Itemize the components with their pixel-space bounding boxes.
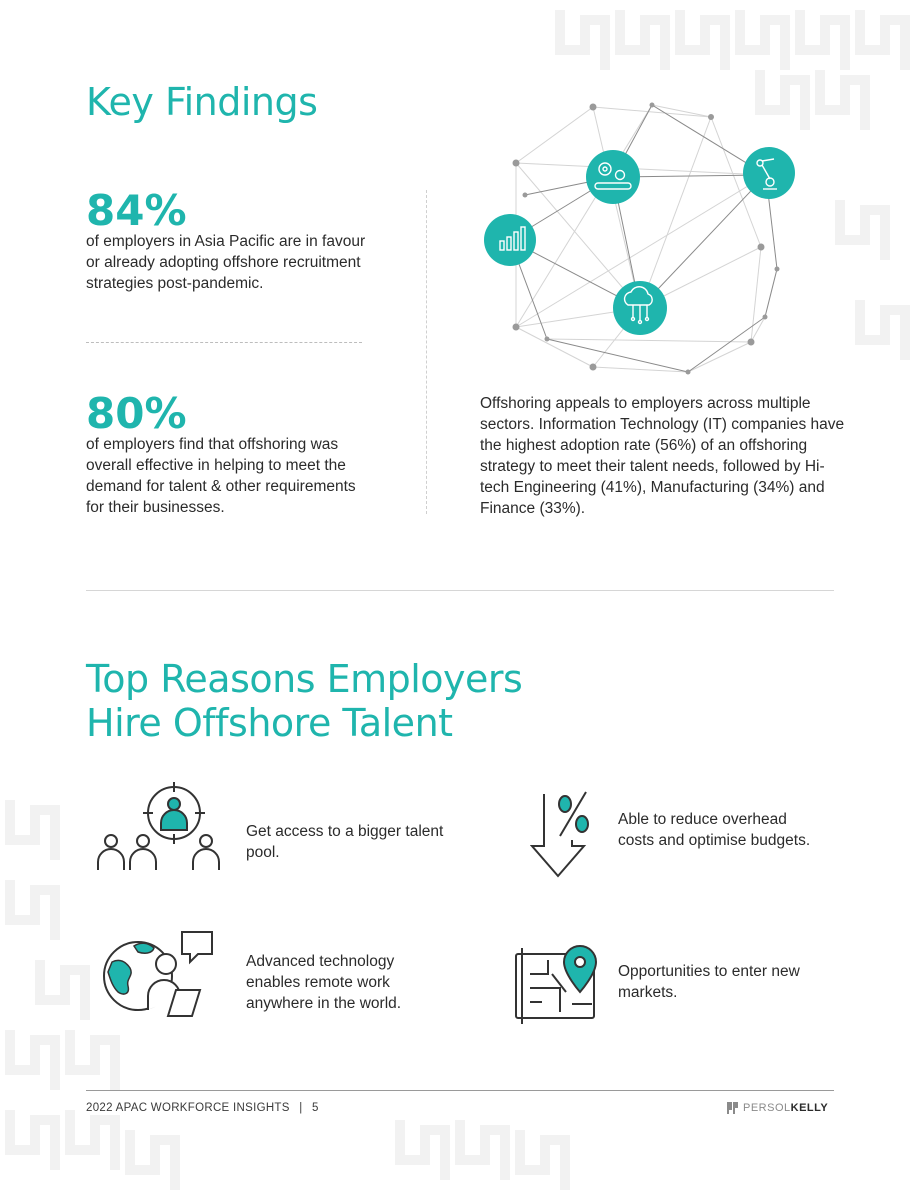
globe-remote-worker-icon — [102, 928, 218, 1020]
persolkelly-logo — [726, 1101, 828, 1115]
bar-chart-icon — [484, 214, 536, 266]
footer-report-title: 2022 APAC WORKFORCE INSIGHTS — [86, 1102, 290, 1114]
sector-network-illustration — [470, 95, 800, 385]
reason-new-markets-text: Opportunities to enter new markets. — [618, 963, 800, 1001]
reason-reduce-costs-text: Able to reduce overhead costs and optimise budgets. — [618, 811, 811, 849]
talent-target-icon — [94, 782, 222, 874]
section-title-top-reasons — [86, 657, 646, 745]
stat-84-description: of employers in Asia Pacific are in favour or already adopting offshore recruitment strategies post-pandemic. — [86, 233, 366, 292]
gears-conveyor-icon — [586, 150, 640, 204]
footer-divider — [86, 1090, 834, 1091]
stat-80-value: 80% — [86, 389, 187, 438]
title-line-2: Hire Offshore Talent — [86, 701, 453, 745]
persolkelly-mark-icon — [726, 1101, 739, 1115]
stat-84-value: 84% — [86, 186, 187, 235]
percent-down-arrow-icon — [530, 790, 594, 878]
dashed-divider-vertical — [426, 190, 427, 514]
dashed-divider-horizontal — [86, 342, 362, 343]
map-pin-icon — [512, 944, 604, 1024]
robot-arm-icon — [743, 147, 795, 199]
reason-talent-pool-text: Get access to a bigger talent pool. — [246, 823, 444, 861]
title-line-1: Top Reasons Employers — [86, 657, 523, 701]
footer-separator: | — [299, 1102, 303, 1114]
cloud-circuit-icon — [613, 281, 667, 335]
logo-kelly-text: KELLY — [790, 1102, 829, 1114]
offshoring-paragraph: Offshoring appeals to employers across multiple sectors. Information Technology (IT) companies have the highest adoption rate (56%) of an offshoring strategy to meet their talent needs, followed by Hi-tech Engineering (41%), Manufacturing (34%) and Finance (33%). — [480, 395, 845, 517]
section-divider — [86, 590, 834, 591]
footer-page-number: 5 — [312, 1102, 319, 1114]
logo-persol-text: PERSOL — [743, 1102, 791, 1114]
reason-remote-work-text: Advanced technology enables remote work anywhere in the world. — [246, 953, 402, 1012]
section-title-key-findings: Key Findings — [86, 80, 318, 124]
footer-report-label — [86, 1102, 319, 1114]
stat-80-description: of employers find that offshoring was overall effective in helping to meet the demand for talent & other requirements for their businesses. — [86, 436, 356, 516]
